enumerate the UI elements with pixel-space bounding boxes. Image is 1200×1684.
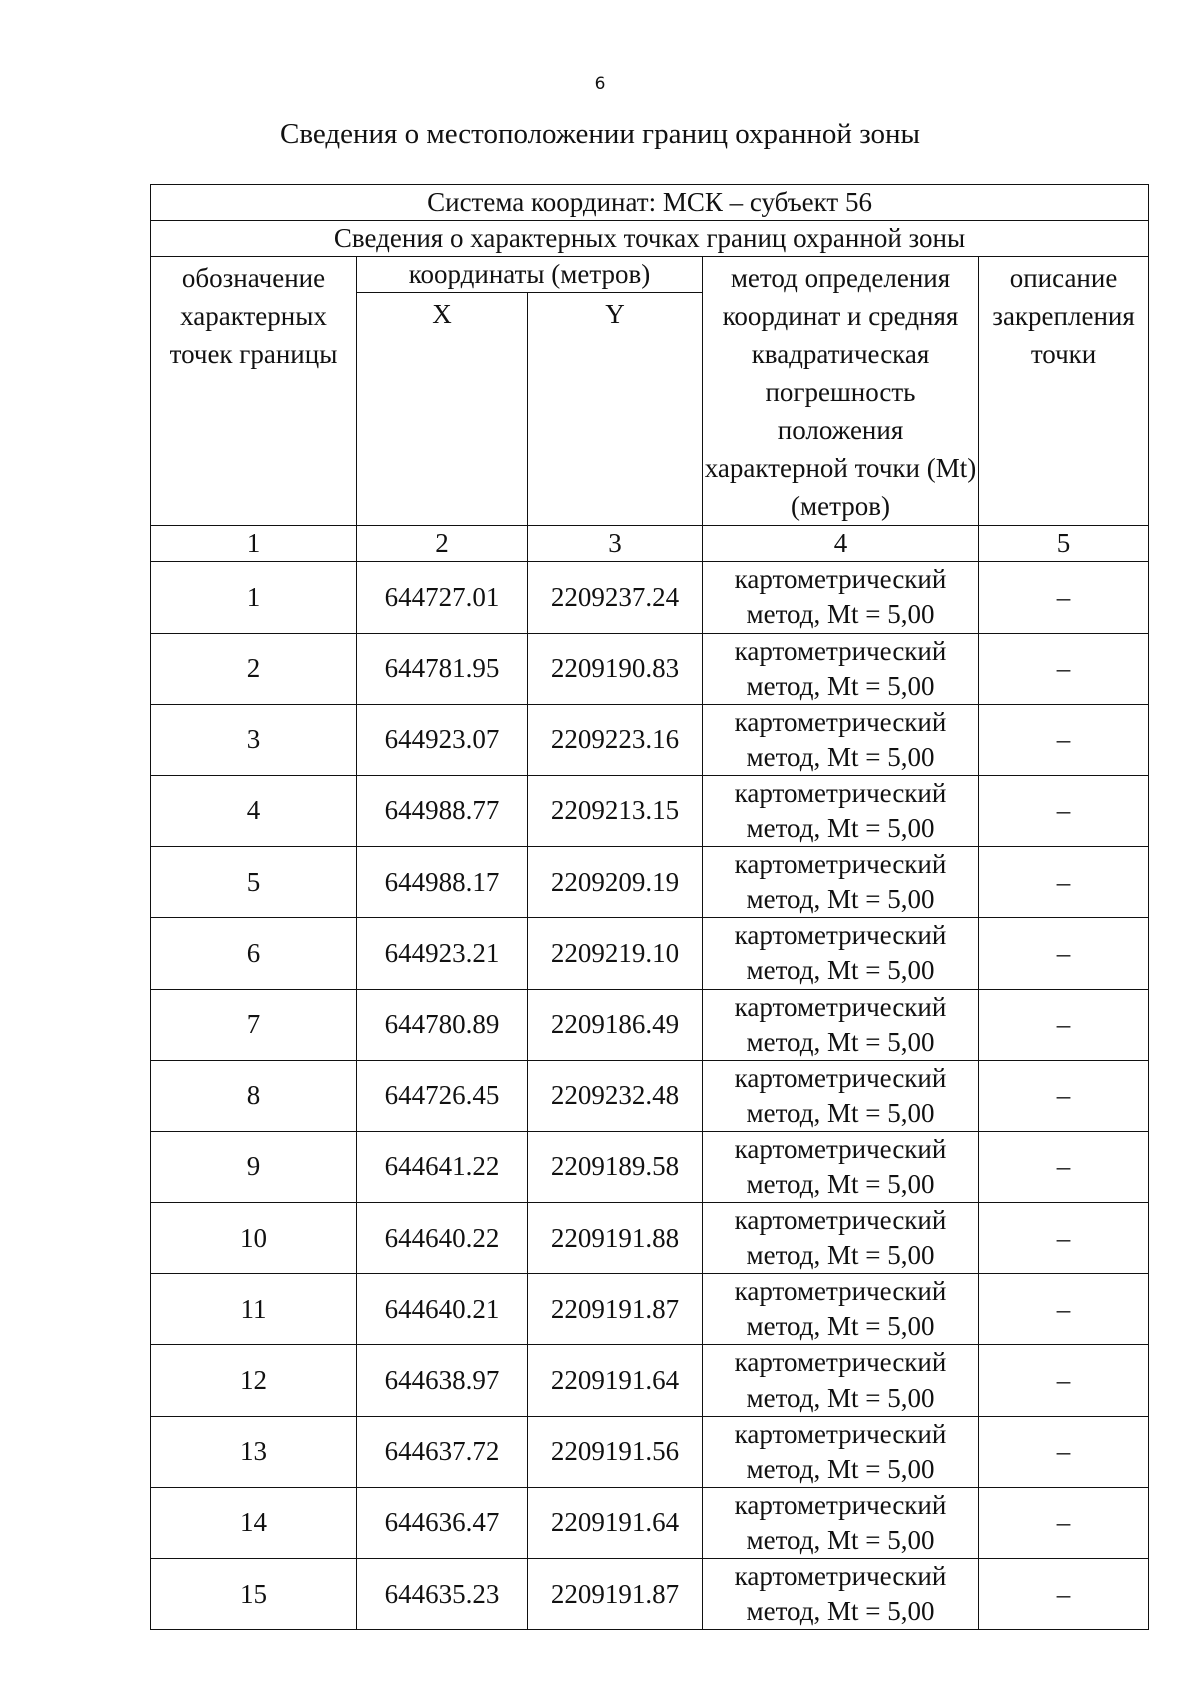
method-line: картометрический [734,1133,947,1164]
table-row [151,704,1149,775]
method-accuracy-line: метод, Mt = 5,00 [746,741,935,772]
points-info-cell: Сведения о характерных точках границ охранной зоны [151,221,1149,257]
x-coordinate-cell: 644727.01 [357,562,528,633]
point-number-cell: 13 [151,1416,357,1487]
point-number-cell: 10 [151,1203,357,1274]
method-line: картометрический [734,1347,947,1378]
method-cell [703,775,979,846]
method-accuracy-line: метод, Mt = 5,00 [746,599,935,630]
y-coordinate-cell: 2209191.87 [528,1559,703,1630]
x-coordinate-cell: 644780.89 [357,989,528,1060]
point-number-cell: 3 [151,704,357,775]
y-coordinate-cell: 2209213.15 [528,775,703,846]
y-coordinate-cell: 2209223.16 [528,704,703,775]
method-line: картометрический [734,706,947,737]
method-cell [703,1203,979,1274]
header-method: метод определения координат и средняя квадратическая погрешность положения характерной точки (Mt) (метров) [703,257,979,526]
method-cell [703,847,979,918]
x-coordinate-cell: 644635.23 [357,1559,528,1630]
y-coordinate-cell: 2209191.64 [528,1487,703,1558]
method-cell [703,633,979,704]
method-cell [703,1487,979,1558]
y-coordinate-cell: 2209191.87 [528,1274,703,1345]
point-number-cell: 6 [151,918,357,989]
page-number: 6 [594,74,606,94]
method-line: картометрический [734,777,947,808]
column-number: 4 [703,526,979,562]
method-cell [703,989,979,1060]
header-y: Y [528,293,703,526]
x-coordinate-cell: 644641.22 [357,1131,528,1202]
point-number-cell: 11 [151,1274,357,1345]
y-coordinate-cell: 2209190.83 [528,633,703,704]
method-accuracy-line: метод, Mt = 5,00 [746,813,935,844]
y-coordinate-cell: 2209191.64 [528,1345,703,1416]
method-cell [703,1416,979,1487]
column-number: 5 [979,526,1149,562]
x-coordinate-cell: 644636.47 [357,1487,528,1558]
table-row [151,1131,1149,1202]
x-coordinate-cell: 644988.77 [357,775,528,846]
coordinates-table [150,184,1149,1630]
description-cell: – [979,1416,1149,1487]
y-coordinate-cell: 2209237.24 [528,562,703,633]
table-row [151,918,1149,989]
method-accuracy-line: метод, Mt = 5,00 [746,670,935,701]
header-row-top [151,257,1149,293]
table-row [151,1274,1149,1345]
method-cell [703,918,979,989]
x-coordinate-cell: 644640.21 [357,1274,528,1345]
column-number: 1 [151,526,357,562]
x-coordinate-cell: 644726.45 [357,1060,528,1131]
method-line: картометрический [734,991,947,1022]
method-accuracy-line: метод, Mt = 5,00 [746,1240,935,1271]
table-row [151,562,1149,633]
method-accuracy-line: метод, Mt = 5,00 [746,1168,935,1199]
document-title: Сведения о местоположении границ охранной зоны [279,118,920,150]
header-description: описание закрепления точки [979,257,1149,526]
method-accuracy-line: метод, Mt = 5,00 [746,884,935,915]
method-line: картометрический [734,1062,947,1093]
method-cell [703,1060,979,1131]
x-coordinate-cell: 644640.22 [357,1203,528,1274]
point-number-cell: 2 [151,633,357,704]
table-row [151,1487,1149,1558]
point-number-cell: 9 [151,1131,357,1202]
point-number-cell: 8 [151,1060,357,1131]
description-cell: – [979,1559,1149,1630]
point-number-cell: 14 [151,1487,357,1558]
method-accuracy-line: метод, Mt = 5,00 [746,1382,935,1413]
description-cell: – [979,1203,1149,1274]
description-cell: – [979,1060,1149,1131]
description-cell: – [979,1274,1149,1345]
table-row [151,847,1149,918]
point-number-cell: 7 [151,989,357,1060]
method-accuracy-line: метод, Mt = 5,00 [746,1453,935,1484]
y-coordinate-cell: 2209232.48 [528,1060,703,1131]
y-coordinate-cell: 2209219.10 [528,918,703,989]
points-info-row [151,221,1149,257]
description-cell: – [979,1487,1149,1558]
table-row [151,1345,1149,1416]
table-row [151,1559,1149,1630]
method-accuracy-line: метод, Mt = 5,00 [746,1097,935,1128]
column-number: 2 [357,526,528,562]
table-row [151,1416,1149,1487]
table-row [151,989,1149,1060]
method-cell [703,562,979,633]
method-line: картометрический [734,1561,947,1591]
point-number-cell: 15 [151,1559,357,1630]
table-row [151,1203,1149,1274]
method-cell [703,1131,979,1202]
coordinate-system-cell: Система координат: МСК – субъект 56 [151,185,1149,221]
x-coordinate-cell: 644988.17 [357,847,528,918]
method-accuracy-line: метод, Mt = 5,00 [746,1026,935,1057]
method-cell [703,1345,979,1416]
coordinate-system-row [151,185,1149,221]
x-coordinate-cell: 644923.07 [357,704,528,775]
method-cell [703,704,979,775]
description-cell: – [979,633,1149,704]
method-line: картометрический [734,849,947,880]
column-numbers-row [151,526,1149,562]
method-accuracy-line: метод, Mt = 5,00 [746,1596,935,1627]
y-coordinate-cell: 2209189.58 [528,1131,703,1202]
method-line: картометрический [734,635,947,666]
header-coordinates: координаты (метров) [357,257,703,293]
method-accuracy-line: метод, Mt = 5,00 [746,1524,935,1555]
table-row [151,775,1149,846]
point-number-cell: 12 [151,1345,357,1416]
x-coordinate-cell: 644781.95 [357,633,528,704]
description-cell: – [979,1131,1149,1202]
y-coordinate-cell: 2209191.56 [528,1416,703,1487]
description-cell: – [979,989,1149,1060]
table-row [151,1060,1149,1131]
description-cell: – [979,1345,1149,1416]
y-coordinate-cell: 2209186.49 [528,989,703,1060]
description-cell: – [979,562,1149,633]
method-line: картометрический [734,564,947,595]
method-accuracy-line: метод, Mt = 5,00 [746,1311,935,1342]
method-line: картометрический [734,920,947,951]
description-cell: – [979,918,1149,989]
x-coordinate-cell: 644923.21 [357,918,528,989]
point-number-cell: 1 [151,562,357,633]
description-cell: – [979,704,1149,775]
method-line: картометрический [734,1205,947,1236]
y-coordinate-cell: 2209209.19 [528,847,703,918]
y-coordinate-cell: 2209191.88 [528,1203,703,1274]
point-number-cell: 5 [151,847,357,918]
method-line: картометрический [734,1276,947,1307]
header-point-designation: обозначение характерных точек границы [151,257,357,526]
description-cell: – [979,847,1149,918]
point-number-cell: 4 [151,775,357,846]
x-coordinate-cell: 644638.97 [357,1345,528,1416]
header-x: X [357,293,528,526]
x-coordinate-cell: 644637.72 [357,1416,528,1487]
method-accuracy-line: метод, Mt = 5,00 [746,955,935,986]
method-line: картометрический [734,1489,947,1520]
description-cell: – [979,775,1149,846]
method-cell [703,1559,979,1630]
column-number: 3 [528,526,703,562]
method-line: картометрический [734,1418,947,1449]
method-cell [703,1274,979,1345]
table-row [151,633,1149,704]
